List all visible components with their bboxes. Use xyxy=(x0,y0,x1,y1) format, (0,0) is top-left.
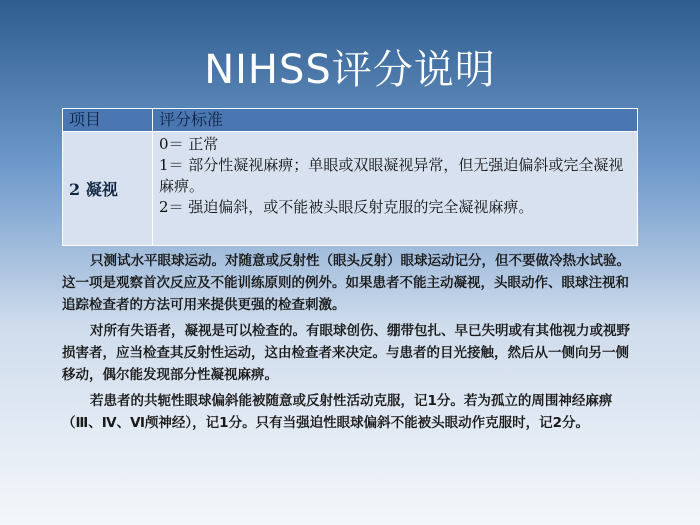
explanation-text xyxy=(62,250,642,438)
page-title: NIHSS评分说明 xyxy=(204,47,496,93)
table-row xyxy=(63,132,637,245)
table-header xyxy=(63,109,637,132)
paragraph-3: 若患者的共轭性眼球偏斜能被随意或反射性活动克服，记1分。若为孤立的周围神经麻痹（Ⅲ、Ⅳ、Ⅵ颅神经），记1分。只有当强迫性眼球偏斜不能被头眼动作克服时，记2分。 xyxy=(62,393,613,431)
header-item: 项目 xyxy=(63,109,153,131)
criteria-0: 0＝ 正常 xyxy=(159,135,219,153)
header-criteria: 评分标准 xyxy=(159,110,224,129)
criteria-1: 1＝ 部分性凝视麻痹；单眼或双眼凝视异常，但无强迫偏斜或完全凝视麻痹。 xyxy=(159,156,624,195)
row-criteria xyxy=(159,134,629,218)
scoring-table xyxy=(62,108,638,246)
paragraph-2: 对所有失语者，凝视是可以检查的。有眼球创伤、绷带包扎、早已失明或有其他视力或视野损害者，应当检查其反射性运动，这由检查者来决定。与患者的目光接触，然后从一侧向另一侧移动，偶尔能发现部分性凝视麻痹。 xyxy=(62,323,630,383)
criteria-2: 2＝ 强迫偏斜，或不能被头眼反射克服的完全凝视麻痹。 xyxy=(159,198,534,216)
row-item: 2 凝视 xyxy=(63,132,153,245)
paragraph-1: 只测试水平眼球运动。对随意或反射性（眼头反射）眼球运动记分，但不要做冷热水试验。这一项是观察首次反应及不能训练原则的例外。如果患者不能主动凝视，头眼动作、眼球注视和追踪检查者的方法可用来提供更强的检查刺激。 xyxy=(62,253,630,313)
